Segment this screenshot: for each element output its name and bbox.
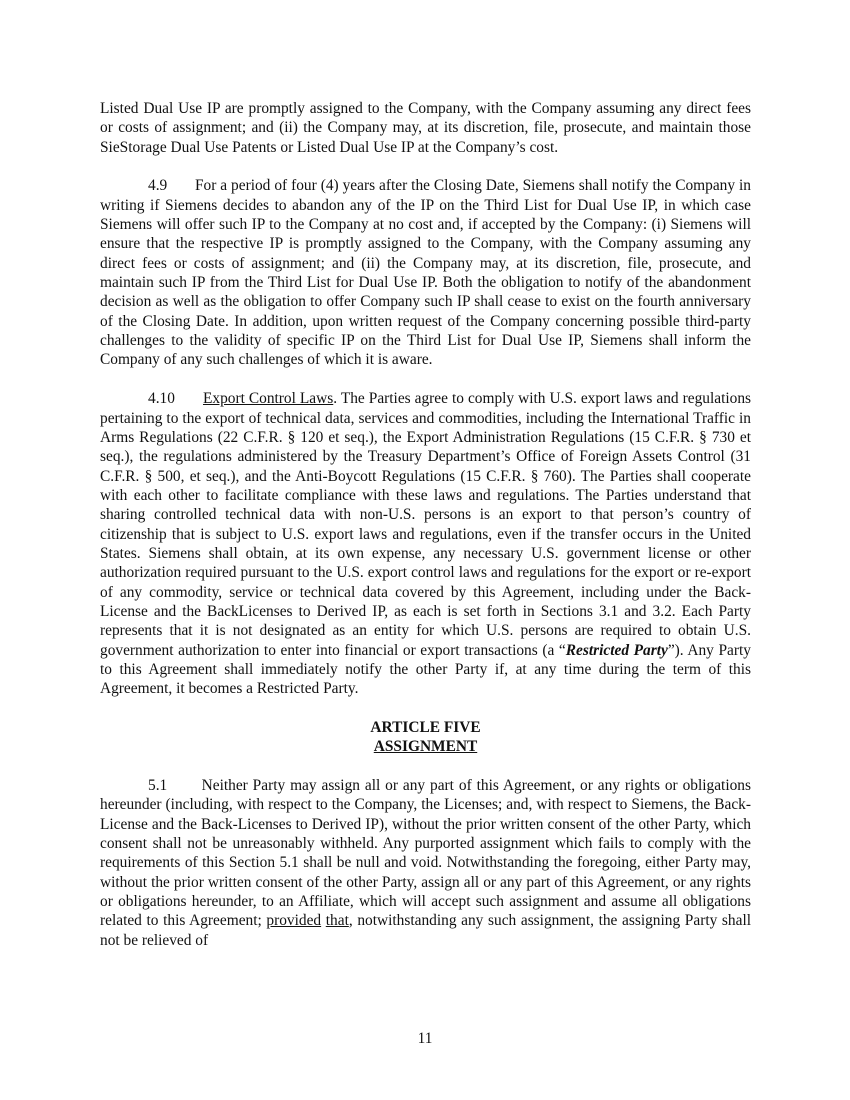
section-text-tail: , notwithstanding any such assignment, the assigning Party shall not be relieved of <box>100 912 751 949</box>
section-4-10 <box>100 389 751 699</box>
provided-term: provided <box>266 912 322 930</box>
section-text: For a period of four (4) years after the Closing Date, Siemens shall notify the Company in writing if Siemens decides to abandon any of the IP on the Third List for Dual Use IP, in which case Siemens will offer such IP to the Company at no cost and, if accepted by the Company: (i) Siemens will ensure that the respective IP is promptly assigned to the Company, with the Company assuming any direct fees or costs of assignment; and (ii) the Company may, at its discretion, file, prosecute, and maintain such IP from the Third List for Dual Use IP. Both the obligation to notify of the abandonment decision as well as the obligation to offer Company such IP shall cease to exist on the fourth anniversary of the Closing Date. In addition, upon written request of the Company concerning possible third-party challenges to the validity of specific IP on the Third List for Dual Use IP, Siemens shall inform the Company of any such challenges of which it is aware. <box>100 177 751 369</box>
article-label: ARTICLE FIVE <box>370 719 481 736</box>
section-5-1 <box>100 776 751 950</box>
defined-term: Restricted Party <box>565 641 668 659</box>
section-number: 4.10 <box>148 390 175 408</box>
section-text: . The Parties agree to comply with U.S. export laws and regulations pertaining to the export of technical data, services and commodities, including the International Traffic in Arms Regulations (22 C.F.R. § 120 et seq.), the Export Administration Regulations (15 C.F.R. § 730 et seq.), the regulations administered by the Treasury Department’s Office of Foreign Assets Control (31 C.F.R. § 500, et seq.), and the Anti-Boycott Regulations (15 C.F.R. § 760). The Parties shall cooperate with each other to facilitate compliance with these laws and regulations. The Parties understand that sharing controlled technical data with non-U.S. persons is an export to that person’s country of citizenship that is subject to U.S. export laws and regulations, even if the transfer occurs in the United States. Siemens shall obtain, at its own expense, any necessary U.S. government license or other authorization required pursuant to the U.S. export control laws and regulations for the export or re-export of any commodity, service or technical data covered by this Agreement, including under the Back-License and the BackLicenses to Derived IP, as each is set forth in Sections 3.1 and 3.2. Each Party represents that it is not designated as an entity for which U.S. persons are required to obtain U.S. government authorization to enter into financial or export transactions (a “ <box>100 390 752 659</box>
section-text: Neither Party may assign all or any part of this Agreement, or any rights or obligations hereunder (including, with respect to the Company, the Licenses; and, with respect to Siemens, the Back-License and the Back-Licenses to Derived IP), without the prior written consent of the other Party, which consent shall not be unreasonably withheld. Any purported assignment which fails to comply with the requirements of this Section 5.1 shall be null and void. Notwithstanding the foregoing, either Party may, without the prior written consent of the other Party, assign all or any part of this Agreement, or any rights or obligations hereunder, to an Affiliate, which will accept such assignment and assume all obligations related to this Agreement; <box>100 777 751 930</box>
article-title: ASSIGNMENT <box>373 738 478 756</box>
section-text-tail: ”). Any Party to this Agreement shall immediately notify the other Party if, at any time during the term of this Agreement, it becomes a Restricted Party. <box>100 641 751 698</box>
section-number: 4.9 <box>148 177 168 195</box>
section-4-9 <box>100 176 751 369</box>
article-heading <box>100 718 751 757</box>
that-term: that <box>325 912 349 930</box>
paragraph-continuation: Listed Dual Use IP are promptly assigned to the Company, with the Company assuming any direct fees or costs of assignment; and (ii) the Company may, at its discretion, file, prosecute, and maintain those SieStorage Dual Use Patents or Listed Dual Use IP at the Company’s cost. <box>100 100 751 156</box>
document-page <box>100 99 751 950</box>
section-number: 5.1 <box>148 777 168 795</box>
section-heading: Export Control Laws <box>202 390 334 408</box>
page-number: 11 <box>417 1030 433 1047</box>
